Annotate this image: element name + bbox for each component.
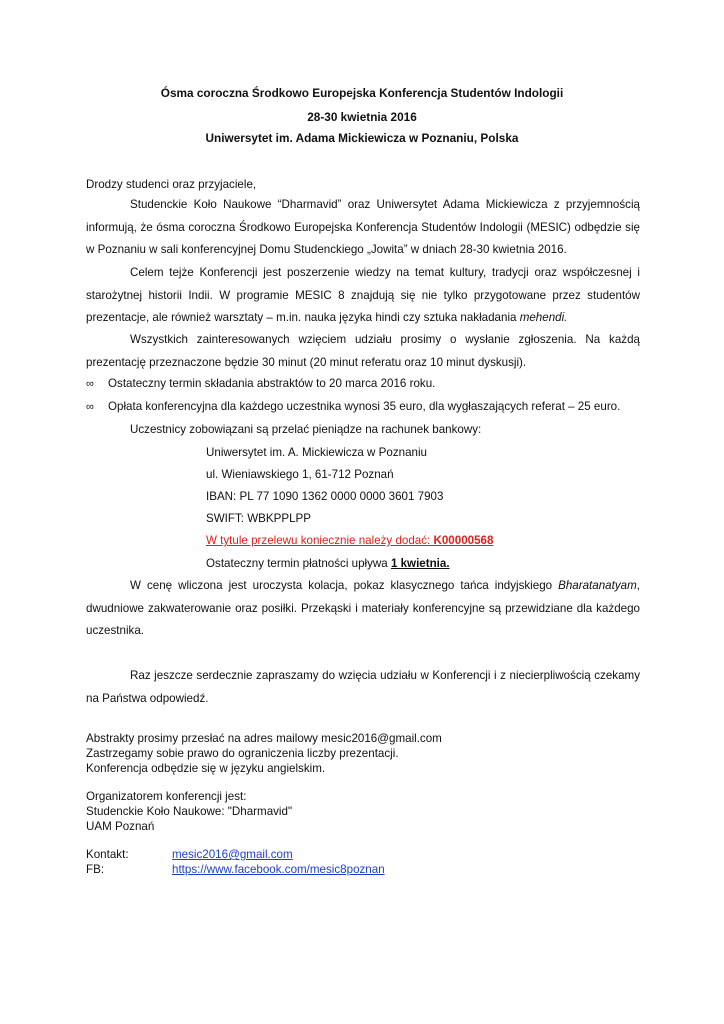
contact-email-link[interactable]: mesic2016@gmail.com bbox=[172, 848, 293, 861]
paragraph-included-text: W cenę wliczona jest uroczysta kolacja, pokaz klasycznego tańca indyjskiego bbox=[130, 579, 559, 592]
paragraph-included-italic: Bharatanatyam bbox=[558, 579, 637, 592]
payment-deadline-label: Ostateczny termin płatności upływa bbox=[206, 557, 391, 570]
organizer-line: Studenckie Koło Naukowe: "Dharmavid" bbox=[86, 805, 293, 818]
organizer-line: UAM Poznań bbox=[86, 820, 155, 833]
transfer-title-label: W tytule przelewu koniecznie należy dodać: bbox=[206, 534, 434, 547]
infinity-icon: ∞ bbox=[86, 401, 94, 413]
organizer-block bbox=[86, 789, 292, 834]
bullet-text: Ostateczny termin składania abstraktów to 20 marca 2016 roku. bbox=[108, 377, 436, 390]
paragraph-goal-text: Celem tejże Konferencji jest poszerzenie wiedzy na temat kultury, tradycji oraz współczesnej i starożytnej historii Indii. W programie MESIC 8 znajdują się nie tylko przygotowane przez studentów prezentacje, ale również warsztaty – m.in. nauka języka hindi czy sztuka nakładania bbox=[86, 266, 640, 324]
facebook-link[interactable]: https://www.facebook.com/mesic8poznan bbox=[172, 863, 385, 876]
fb-label: FB: bbox=[86, 863, 105, 876]
notes-block bbox=[86, 731, 442, 776]
paragraph-goal bbox=[86, 262, 640, 330]
payment-deadline bbox=[206, 557, 450, 570]
paragraph-included-rest: , dwudniowe zakwaterowanie oraz posiłki. Przekąski i materiały konferencyjne są przewidziane dla każdego uczestnika. bbox=[86, 579, 640, 637]
paragraph-registration: Wszystkich zainteresowanych wzięciem udziału prosimy o wysłanie zgłoszenia. Na każdą prezentację przeznaczone będzie 30 minut (20 minut referatu oraz 10 minut dyskusji). bbox=[86, 333, 640, 369]
bullet-item bbox=[86, 377, 435, 390]
organizer-line: Organizatorem konferencji jest: bbox=[86, 790, 247, 803]
paragraph-included bbox=[86, 575, 640, 643]
document-title: Ósma coroczna Środkowo Europejska Konferencja Studentów Indologii bbox=[160, 86, 564, 100]
transfer-title-code: K00000568 bbox=[433, 534, 494, 547]
payment-deadline-date: 1 kwietnia. bbox=[390, 557, 450, 570]
conference-dates: 28-30 kwietnia 2016 bbox=[307, 110, 417, 124]
paragraph-goal-italic: mehendi. bbox=[519, 311, 568, 324]
paragraph-invitation: Raz jeszcze serdecznie zapraszamy do wzięcia udziału w Konferencji i z niecierpliwością czekamy na Państwa odpowiedź. bbox=[86, 669, 640, 705]
bank-name: Uniwersytet im. A. Mickiewicza w Poznaniu bbox=[206, 446, 427, 459]
infinity-icon: ∞ bbox=[86, 378, 94, 390]
bank-swift: SWIFT: WBKPPLPP bbox=[206, 512, 312, 525]
bank-intro: Uczestnicy zobowiązani są przelać pieniądze na rachunek bankowy: bbox=[130, 423, 482, 436]
note-line: Zastrzegamy sobie prawo do ograniczenia liczby prezentacji. bbox=[86, 747, 399, 760]
bullet-text: Opłata konferencyjna dla każdego uczestnika wynosi 35 euro, dla wygłaszających referat – 25 euro. bbox=[108, 400, 621, 413]
contact-label: Kontakt: bbox=[86, 848, 129, 861]
paragraph-announcement: Studenckie Koło Naukowe “Dharmavid” oraz Uniwersytet Adama Mickiewicza z przyjemnością informują, że ósma coroczna Środkowo Europejska Konferencja Studentów Indologii (MESIC) odbędzie się w Poznaniu w sali konferencyjnej Domu Studenckiego „Jowita” w dniach 28-30 kwietnia 2016. bbox=[86, 198, 640, 256]
greeting: Drodzy studenci oraz przyjaciele, bbox=[86, 178, 257, 191]
transfer-title-note bbox=[206, 534, 493, 547]
note-line: Abstrakty prosimy przesłać na adres mailowy mesic2016@gmail.com bbox=[86, 732, 442, 745]
bank-iban: IBAN: PL 77 1090 1362 0000 0000 3601 7903 bbox=[206, 490, 444, 503]
bank-address: ul. Wieniawskiego 1, 61-712 Poznań bbox=[206, 468, 394, 481]
note-line: Konferencja odbędzie się w języku angielskim. bbox=[86, 762, 326, 775]
bullet-item bbox=[86, 400, 620, 413]
conference-venue: Uniwersytet im. Adama Mickiewicza w Poznaniu, Polska bbox=[205, 131, 519, 145]
